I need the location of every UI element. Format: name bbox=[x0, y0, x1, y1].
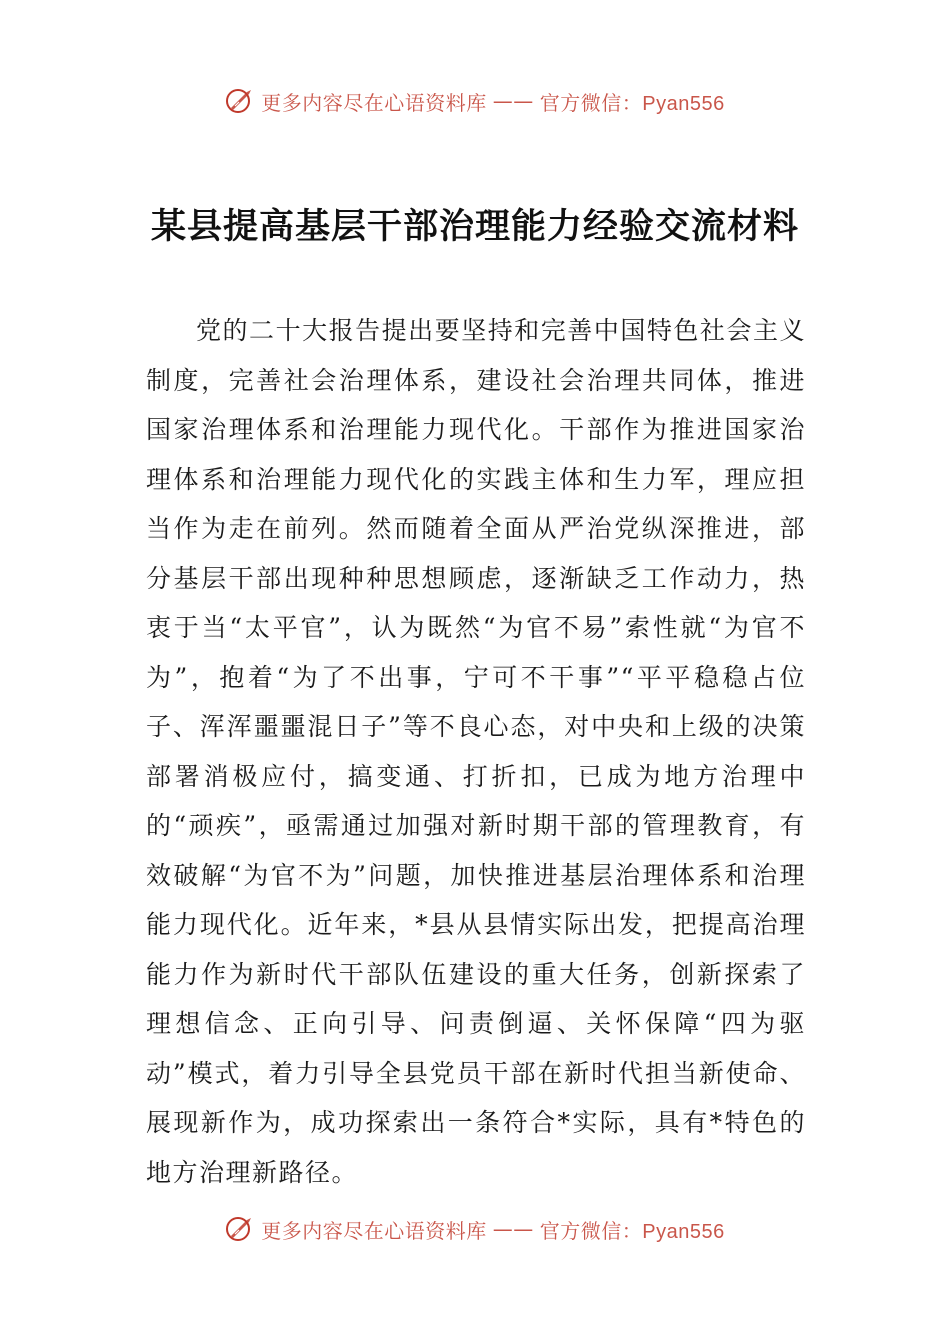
watermark-contact: 官方微信：Pyan556 bbox=[539, 1220, 725, 1243]
watermark-text: 更多内容尽在心语资料库 bbox=[261, 1218, 487, 1243]
header-watermark bbox=[0, 86, 950, 116]
watermark-dash: —— bbox=[492, 89, 534, 113]
quill-pen-logo-icon bbox=[225, 86, 255, 116]
watermark-contact: 官方微信：Pyan556 bbox=[539, 92, 725, 115]
body-paragraph: 党的二十大报告提出要坚持和完善中国特色社会主义制度，完善社会治理体系，建设社会治理共同体，推进国家治理体系和治理能力现代化。干部作为推进国家治理体系和治理能力现代化的实践主体和生力军，理应担当作为走在前列。然而随着全面从严治党纵深推进，部分基层干部出现种种思想顾虑，逐渐缺乏工作动力，热衷于当“太平官”，认为既然“为官不易”索性就“为官不为”，抱着“为了不出事，宁可不干事”“平平稳稳占位子、浑浑噩噩混日子”等不良心态，对中央和上级的决策部署消极应付，搞变通、打折扣，已成为地方治理中的“顽疾”，亟需通过加强对新时期干部的管理教育，有效破解“为官不为”问题，加快推进基层治理体系和治理能力现代化。近年来，*县从县情实际出发，把提高治理能力作为新时代干部队伍建设的重大任务，创新探索了理想信念、正向引导、问责倒逼、关怀保障“四为驱动”模式，着力引导全县党员干部在新时代担当新使命、展现新作为，成功探索出一条符合*实际，具有*特色的地方治理新路径。 bbox=[146, 316, 806, 1187]
footer-watermark bbox=[0, 1214, 950, 1244]
watermark-dash: —— bbox=[492, 1217, 534, 1241]
watermark-text: 更多内容尽在心语资料库 bbox=[261, 90, 487, 115]
quill-pen-logo-icon bbox=[225, 1214, 255, 1244]
document-title: 某县提高基层干部治理能力经验交流材料 bbox=[150, 206, 799, 248]
